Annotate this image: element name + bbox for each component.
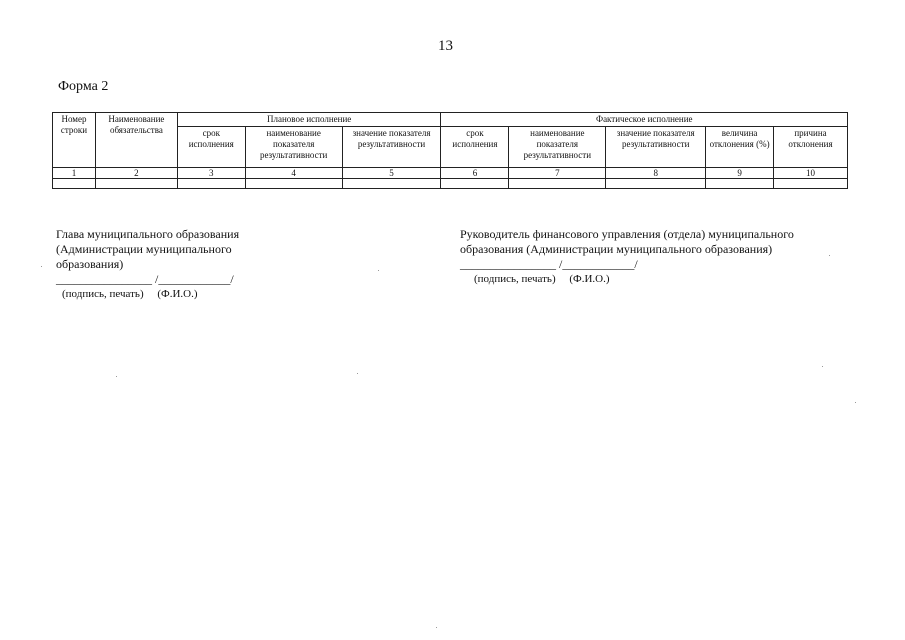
speck <box>822 366 823 367</box>
signature-title-line: (Администрации муниципального <box>56 242 232 256</box>
page-number: 13 <box>438 38 453 54</box>
speck <box>378 270 379 271</box>
header-deviation-reason: причина отклонения <box>774 127 848 168</box>
column-number: 2 <box>95 168 177 179</box>
column-number: 5 <box>342 168 441 179</box>
column-number: 4 <box>245 168 342 179</box>
column-number: 3 <box>177 168 245 179</box>
header-plan-indicator-value: значение показателя результативности <box>342 127 441 168</box>
column-number: 10 <box>774 168 848 179</box>
speck <box>855 402 856 403</box>
empty-cell <box>53 179 96 189</box>
speck <box>357 373 358 374</box>
column-number: 7 <box>509 168 606 179</box>
signature-line: ________________ /____________/ <box>460 257 638 271</box>
signature-title-line: образования (Администрации муниципального образования) <box>460 242 773 256</box>
header-obligation: Наименование обязательства <box>95 113 177 168</box>
signature-title-line: Руководитель финансового управления (отдела) муниципального <box>460 227 794 241</box>
empty-cell <box>95 179 177 189</box>
column-number: 1 <box>53 168 96 179</box>
header-fact-indicator-name: наименование показателя результативности <box>509 127 606 168</box>
header-deviation-size: величина отклонения (%) <box>706 127 774 168</box>
signature-line: ________________ /____________/ <box>56 272 234 286</box>
form-table <box>52 112 848 189</box>
empty-cell <box>774 179 848 189</box>
empty-table-row <box>53 179 848 189</box>
header-fact-term: срок исполнения <box>441 127 509 168</box>
header-fact-indicator-value: значение показателя результативности <box>606 127 706 168</box>
header-row-number: Номер строки <box>53 113 96 168</box>
empty-cell <box>342 179 441 189</box>
signature-title-line: Глава муниципального образования <box>56 227 240 241</box>
signature-caption: (подпись, печать) (Ф.И.О.) <box>62 288 198 300</box>
column-number: 9 <box>706 168 774 179</box>
column-number: 6 <box>441 168 509 179</box>
empty-cell <box>606 179 706 189</box>
signature-block-finance <box>460 227 794 287</box>
empty-cell <box>706 179 774 189</box>
speck <box>116 376 117 377</box>
column-number: 8 <box>606 168 706 179</box>
signature-title-line: образования) <box>56 257 124 271</box>
form-label: Форма 2 <box>58 79 109 94</box>
empty-cell <box>245 179 342 189</box>
empty-cell <box>509 179 606 189</box>
empty-cell <box>441 179 509 189</box>
header-plan-indicator-name: наименование показателя результативности <box>245 127 342 168</box>
header-plan-term: срок исполнения <box>177 127 245 168</box>
speck <box>829 255 830 256</box>
speck <box>41 266 42 267</box>
header-plan-group: Плановое исполнение <box>177 113 441 127</box>
signature-caption: (подпись, печать) (Ф.И.О.) <box>474 273 610 285</box>
signature-block-head <box>56 227 239 302</box>
header-fact-group: Фактическое исполнение <box>441 113 848 127</box>
speck <box>436 627 437 628</box>
empty-cell <box>177 179 245 189</box>
